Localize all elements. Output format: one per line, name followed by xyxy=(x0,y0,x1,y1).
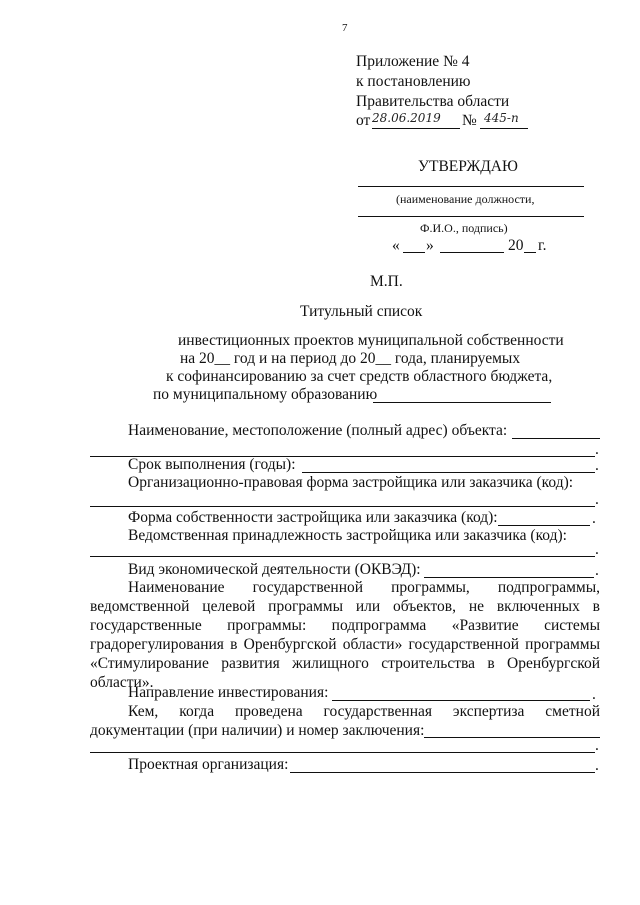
field-program-line-4: градорегулирования в Оренбургской области» государственной программы xyxy=(90,636,600,653)
approval-year-suffix: г. xyxy=(538,237,547,254)
doc-title: Титульный список xyxy=(300,303,423,320)
field-org-form-line xyxy=(90,506,595,507)
field-org-form-period: . xyxy=(595,491,599,508)
field-expertise-line-2: документации (при наличии) и номер заключения: xyxy=(90,722,425,739)
approval-date-open-quote: « xyxy=(392,237,400,254)
field-program-line-5: «Стимулирование развития жилищного строительства в Оренбургской xyxy=(90,655,600,672)
approval-month-line xyxy=(440,252,504,253)
appendix-number-line xyxy=(480,128,528,129)
field-design-org-period: . xyxy=(595,757,599,774)
appendix-resolution: к постановлению xyxy=(356,73,471,90)
field-design-org-line xyxy=(290,772,595,773)
field-design-org-label: Проектная организация: xyxy=(128,756,289,773)
field-affiliation-line xyxy=(90,556,595,557)
appendix-date-value: 28.06.2019 xyxy=(372,111,441,125)
field-expertise-line-1: Кем, когда проведена государственная экспертиза сметной xyxy=(128,703,600,720)
approval-day-line xyxy=(403,252,425,253)
appendix-number-value: 445-п xyxy=(484,111,519,125)
field-program-line-3: государственные программы: подпрограмма «Развитие системы xyxy=(90,617,600,634)
field-term-line xyxy=(302,472,595,473)
approval-year-line xyxy=(524,252,536,253)
field-expertise-line xyxy=(424,737,600,738)
seal-label: М.П. xyxy=(370,273,403,290)
appendix-title: Приложение № 4 xyxy=(356,53,470,70)
heading-line-2: на 20__ год и на период до 20__ года, планируемых xyxy=(180,350,521,367)
appendix-date-line xyxy=(372,128,460,129)
approval-name-line xyxy=(358,216,584,217)
field-affiliation-period: . xyxy=(595,541,599,558)
approval-title: УТВЕРЖДАЮ xyxy=(418,158,518,175)
appendix-number-sign: № xyxy=(462,112,477,129)
appendix-government: Правительства области xyxy=(356,93,510,110)
field-name-location-period: . xyxy=(595,441,599,458)
field-expertise-line-2 xyxy=(90,752,595,753)
field-ownership-label: Форма собственности застройщика или заказчика (код): xyxy=(128,509,498,526)
field-term-label: Срок выполнения (годы): xyxy=(128,456,296,473)
heading-line-1: инвестиционных проектов муниципальной собственности xyxy=(178,332,564,349)
field-okved-label: Вид экономической деятельности (ОКВЭД): xyxy=(128,561,421,578)
field-okved-period: . xyxy=(595,562,599,579)
approval-position-caption: (наименование должности, xyxy=(396,192,535,206)
field-org-form-label: Организационно-правовая форма застройщика или заказчика (код): xyxy=(128,474,574,491)
approval-position-line xyxy=(358,186,584,187)
field-program-line-6: области». xyxy=(90,674,154,691)
field-program-line-2: ведомственной целевой программы или объектов, не включенных в xyxy=(90,598,600,615)
field-ownership-line xyxy=(498,525,590,526)
field-investment-line xyxy=(332,700,590,701)
field-program-line-1: Наименование государственной программы, подпрограммы, xyxy=(128,579,600,596)
approval-year-prefix: 20 xyxy=(508,237,524,254)
field-ownership-period: . xyxy=(592,510,596,527)
approval-date-close-quote: » xyxy=(426,237,434,254)
field-expertise-period: . xyxy=(595,737,599,754)
field-investment-label: Направление инвестирования: xyxy=(128,684,329,701)
appendix-date-prefix: от xyxy=(356,112,371,129)
field-affiliation-label: Ведомственная принадлежность застройщика или заказчика (код): xyxy=(128,527,567,544)
approval-name-caption: Ф.И.О., подпись) xyxy=(420,221,508,235)
field-name-location-label: Наименование, местоположение (полный адрес) объекта: xyxy=(128,422,508,439)
heading-line-3: к софинансированию за счет средств областного бюджета, xyxy=(166,368,553,385)
field-term-period: . xyxy=(595,457,599,474)
heading-municipality-line xyxy=(373,402,551,403)
page-number: 7 xyxy=(342,22,348,34)
field-investment-period: . xyxy=(592,686,596,703)
field-name-location-line xyxy=(512,438,600,439)
heading-line-4: по муниципальному образованию xyxy=(153,386,378,403)
